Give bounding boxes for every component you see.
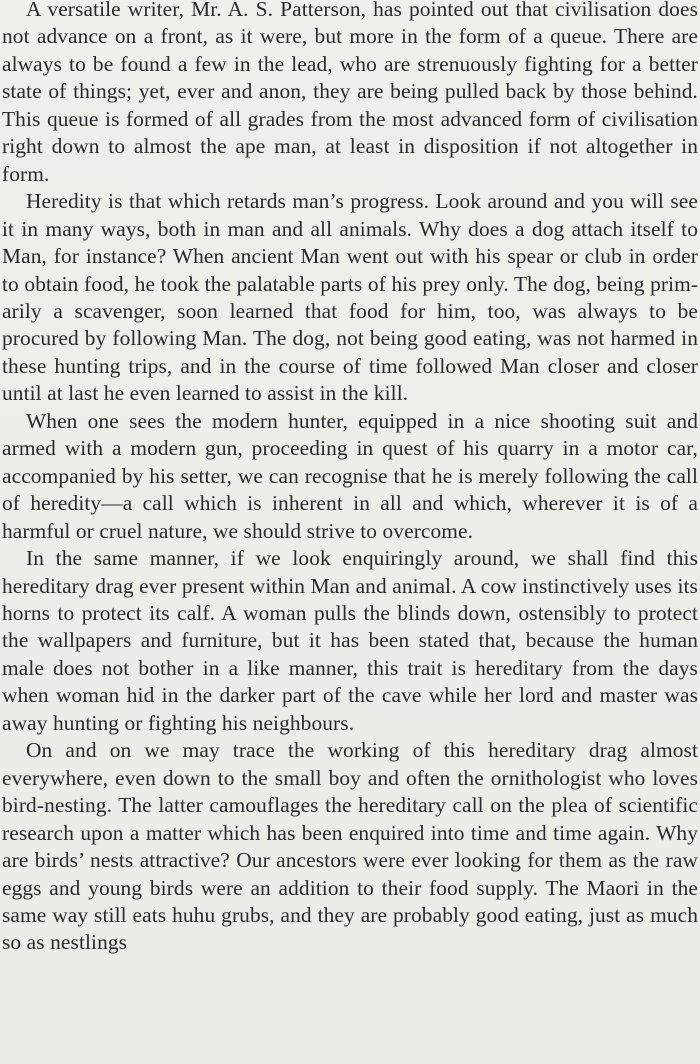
- paragraph-modern-hunter: When one sees the modern hunter, equipped in a nice shooting suit and armed with a modern gun, proceeding in quest of his quarry in a motor car, accompanied by his setter, we can recognise that he is merely following the call of heredity—a call which is inherent in all and which, wherever it is of a harmful or cruel nature, we should strive to overcome.: [2, 408, 698, 543]
- paragraph-bird-nesting: On and on we may trace the working of this hereditary drag almost everywhere, even down to the small boy and often the ornithologist who loves bird-nesting. The latter camouflages the hereditary call on the plea of scientific research upon a matter which has been enquired into time and time again. Why are birds’ nests attractive? Our ancestors were ever looking for them as the raw eggs and young birds were an addition to their food supply. The Maori in the same way still eats huhu grubs, and they are probably good eating, just as much so as nestlings: [2, 738, 698, 955]
- paragraph-heredity-dog: Heredity is that which retards man’s progress. Look around and you will see it in many ways, both in man and all animals. Why does a dog attach itself to Man, for instance? When ancient Man went out with his spear or club in order to obtain food, he took the palatable parts of his prey only. The dog, being primarily a scavenger, soon learned that food for him, too, was always to be procured by following Man. The dog, not being good eating, was not harmed in these hunting trips, and in the course of time followed Man closer and closer until at last he even learned to assist in the kill.: [2, 189, 698, 406]
- paragraph-hereditary-drag: In the same manner, if we look enquiringly around, we shall find this hereditary drag ever present within Man and animal. A cow instinctively uses its horns to protect its calf. A woman pulls the blinds down, ostensibly to protect the wallpapers and furniture, but it has been stated that, because the human male does not bother in a like manner, this trait is hereditary from the days when woman hid in the darker part of the cave while her lord and master was away hunting or fighting his neighbours.: [2, 546, 698, 735]
- article-body: [2, 0, 698, 957]
- paragraph-patterson-queue: A versatile writer, Mr. A. S. Patterson, has pointed out that civilisation does not advance on a front, as it were, but more in the form of a queue. There are always to be found a few in the lead, who are strenuously fighting for a better state of things; yet, ever and anon, they are being pulled back by those behind. This queue is formed of all grades from the most advanced form of civilisation right down to almost the ape man, at least in disposition if not altogether in form.: [2, 0, 698, 186]
